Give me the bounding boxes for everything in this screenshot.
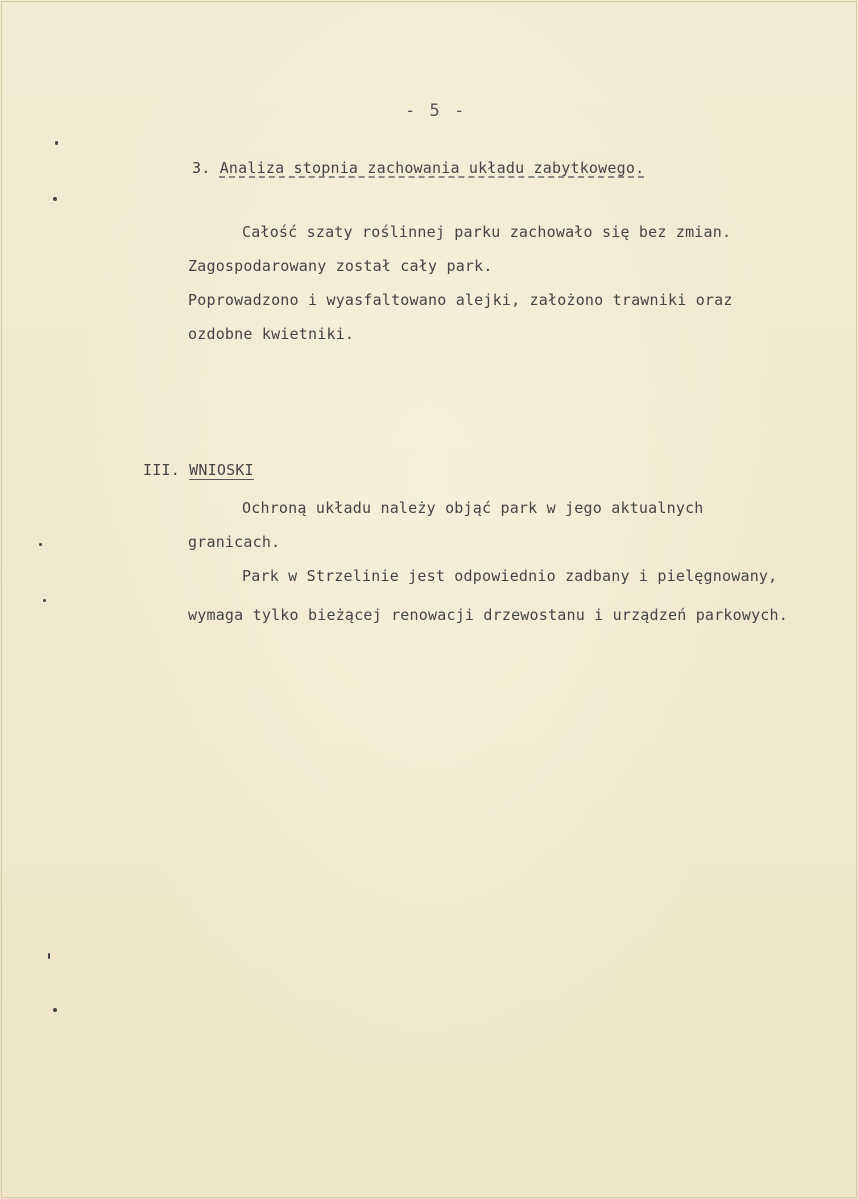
- section-3-number: 3.: [192, 159, 211, 177]
- section-3-title: Analiza stopnia zachowania układu zabytkowego.: [219, 159, 645, 177]
- section-III-line-2: granicach.: [188, 533, 281, 551]
- margin-speck: [48, 953, 50, 959]
- section-III-title: WNIOSKI: [189, 461, 254, 479]
- section-III-number: III.: [143, 461, 180, 479]
- section-III-heading: [143, 461, 254, 479]
- margin-speck: [43, 599, 46, 602]
- section-3-line-2: Zagospodarowany został cały park.: [188, 257, 493, 275]
- page-border: [1, 1, 857, 1198]
- margin-speck: [53, 197, 57, 201]
- page-number: - 5 -: [405, 101, 467, 121]
- section-3-line-1: Całość szaty roślinnej parku zachowało się bez zmian.: [242, 223, 732, 241]
- section-3-line-3: Poprowadzono i wyasfaltowano alejki, założono trawniki oraz: [188, 291, 733, 309]
- section-3-heading: [192, 159, 644, 177]
- margin-speck: [39, 543, 42, 546]
- margin-speck: [55, 141, 58, 145]
- section-III-line-3: Park w Strzelinie jest odpowiednio zadbany i pielęgnowany,: [242, 567, 778, 585]
- section-3-line-4: ozdobne kwietniki.: [188, 325, 355, 343]
- section-III-line-1: Ochroną układu należy objąć park w jego aktualnych: [242, 499, 704, 517]
- section-III-line-4: wymaga tylko bieżącej renowacji drzewostanu i urządzeń parkowych.: [188, 606, 788, 624]
- margin-speck: [53, 1008, 57, 1012]
